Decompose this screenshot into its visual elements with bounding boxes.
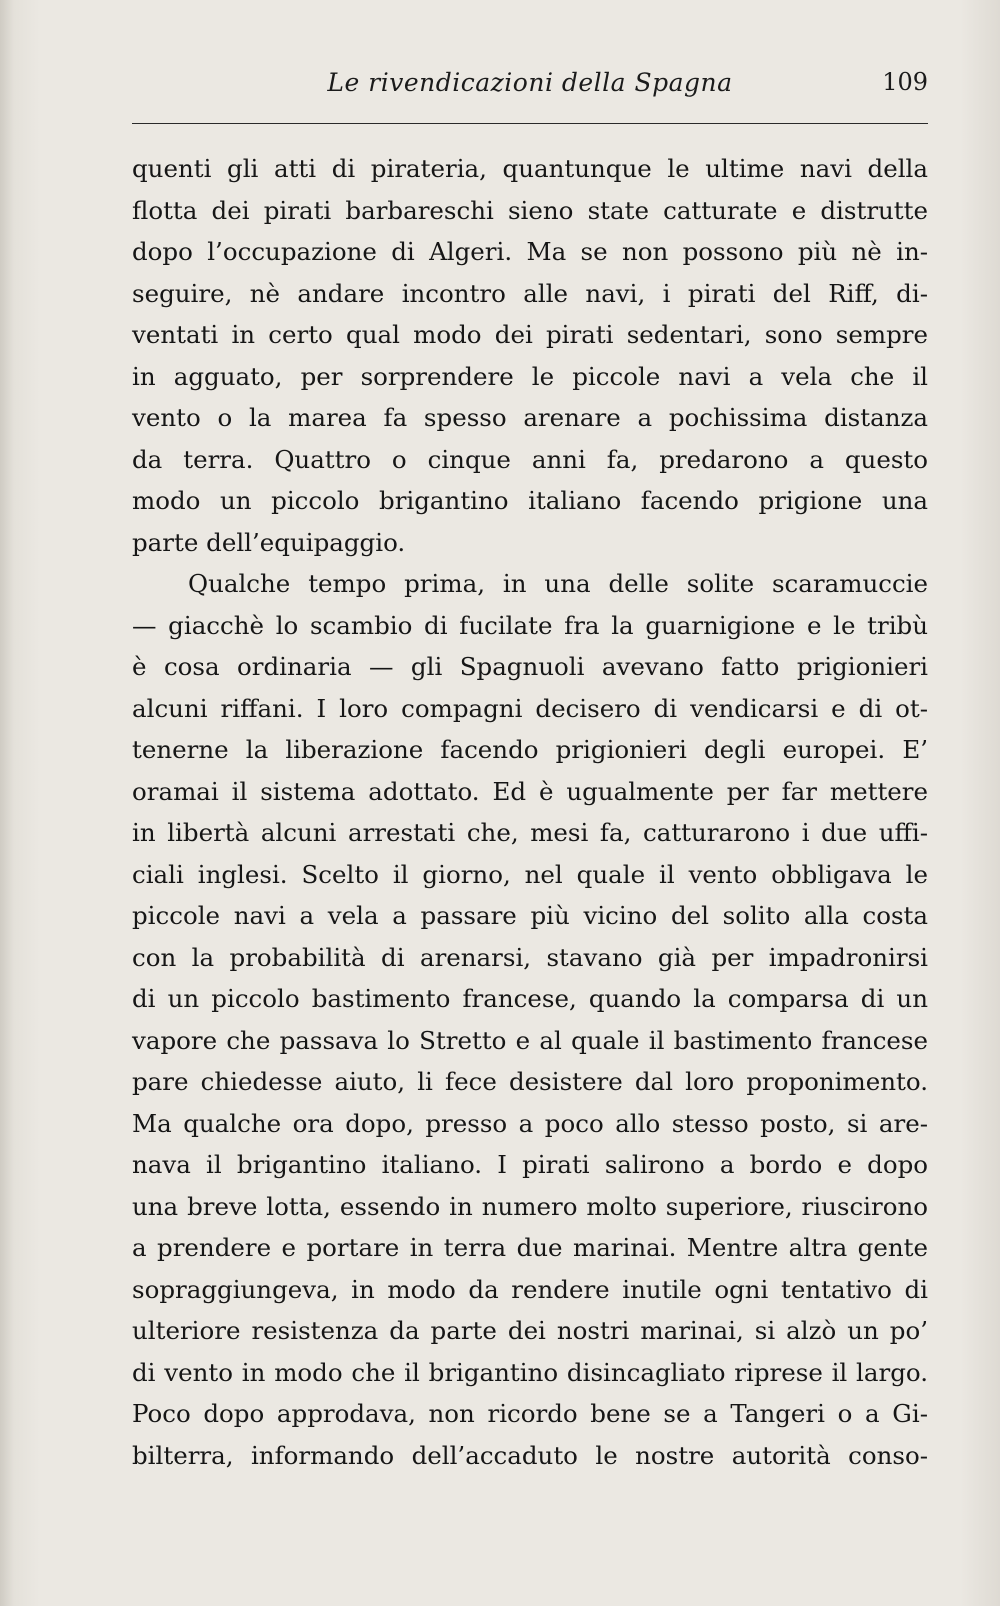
text-line: bilterra, informando dell’accaduto le nostre autorità conso- bbox=[132, 1440, 928, 1470]
text-line: con la probabilità di arenarsi, stavano già per impadronirsi bbox=[132, 942, 928, 972]
text-line: oramai il sistema adottato. Ed è ugualmente per far mettere bbox=[132, 776, 928, 806]
text-line: — giacchè lo scambio di fucilate fra la guarnigione e le tribù bbox=[132, 610, 928, 640]
header-rule bbox=[132, 123, 928, 124]
text-line: a prendere e portare in terra due marinai. Mentre altra gente bbox=[132, 1233, 928, 1262]
text-line: in libertà alcuni arrestati che, mesi fa, catturarono i due uffi- bbox=[132, 818, 928, 847]
running-title: Le rivendicazioni della Spagna bbox=[327, 68, 733, 97]
text-line: ciali inglesi. Scelto il giorno, nel quale il vento obbligava le bbox=[132, 859, 928, 889]
running-head bbox=[132, 64, 928, 108]
paragraph-2 bbox=[132, 563, 928, 1476]
body-text bbox=[132, 148, 928, 1476]
text-line: modo un piccolo brigantino italiano facendo prigione una bbox=[132, 486, 928, 515]
text-line: nava il brigantino italiano. I pirati salirono a bordo e dopo bbox=[132, 1150, 928, 1179]
text-line: Qualche tempo prima, in una delle solite scaramuccie bbox=[188, 569, 928, 598]
text-line: tenerne la liberazione facendo prigionieri degli europei. E’ bbox=[132, 735, 928, 764]
text-line: quenti gli atti di pirateria, quantunque le ultime navi della bbox=[132, 154, 928, 183]
text-line: di vento in modo che il brigantino disincagliato riprese il largo. bbox=[132, 1357, 928, 1387]
text-line: pare chiedesse aiuto, li fece desistere dal loro proponimento. bbox=[132, 1067, 928, 1096]
page-number: 109 bbox=[882, 68, 928, 96]
text-line: vapore che passava lo Stretto e al quale il bastimento francese bbox=[132, 1025, 928, 1055]
text-line: di un piccolo bastimento francese, quando la comparsa di un bbox=[132, 984, 928, 1013]
text-line: Ma qualche ora dopo, presso a poco allo stesso posto, si are- bbox=[132, 1108, 928, 1138]
text-line: da terra. Quattro o cinque anni fa, predarono a questo bbox=[132, 444, 928, 474]
text-line: piccole navi a vela a passare più vicino del solito alla costa bbox=[132, 901, 928, 930]
text-line: vento o la marea fa spesso arenare a pochissima distanza bbox=[132, 403, 928, 432]
text-line: sopraggiungeva, in modo da rendere inutile ogni tentativo di bbox=[132, 1274, 928, 1304]
text-line: ulteriore resistenza da parte dei nostri marinai, si alzò un po’ bbox=[132, 1316, 928, 1345]
text-line: alcuni riffani. I loro compagni decisero di vendicarsi e di ot- bbox=[132, 693, 928, 723]
text-line: Poco dopo approdava, non ricordo bene se a Tangeri o a Gi- bbox=[132, 1399, 928, 1428]
text-line: una breve lotta, essendo in numero molto superiore, riuscirono bbox=[132, 1191, 928, 1221]
paragraph-1 bbox=[132, 148, 928, 563]
text-line: in agguato, per sorprendere le piccole navi a vela che il bbox=[132, 361, 928, 391]
text-line: è cosa ordinaria — gli Spagnuoli avevano fatto prigionieri bbox=[132, 652, 928, 681]
text-line: parte dell’equipaggio. bbox=[132, 527, 406, 557]
text-line: seguire, nè andare incontro alle navi, i pirati del Riff, di- bbox=[132, 278, 928, 308]
text-line: dopo l’occupazione di Algeri. Ma se non possono più nè in- bbox=[132, 237, 928, 266]
text-line: flotta dei pirati barbareschi sieno state catturate e distrutte bbox=[132, 195, 928, 225]
text-line: ventati in certo qual modo dei pirati sedentari, sono sempre bbox=[132, 320, 928, 349]
